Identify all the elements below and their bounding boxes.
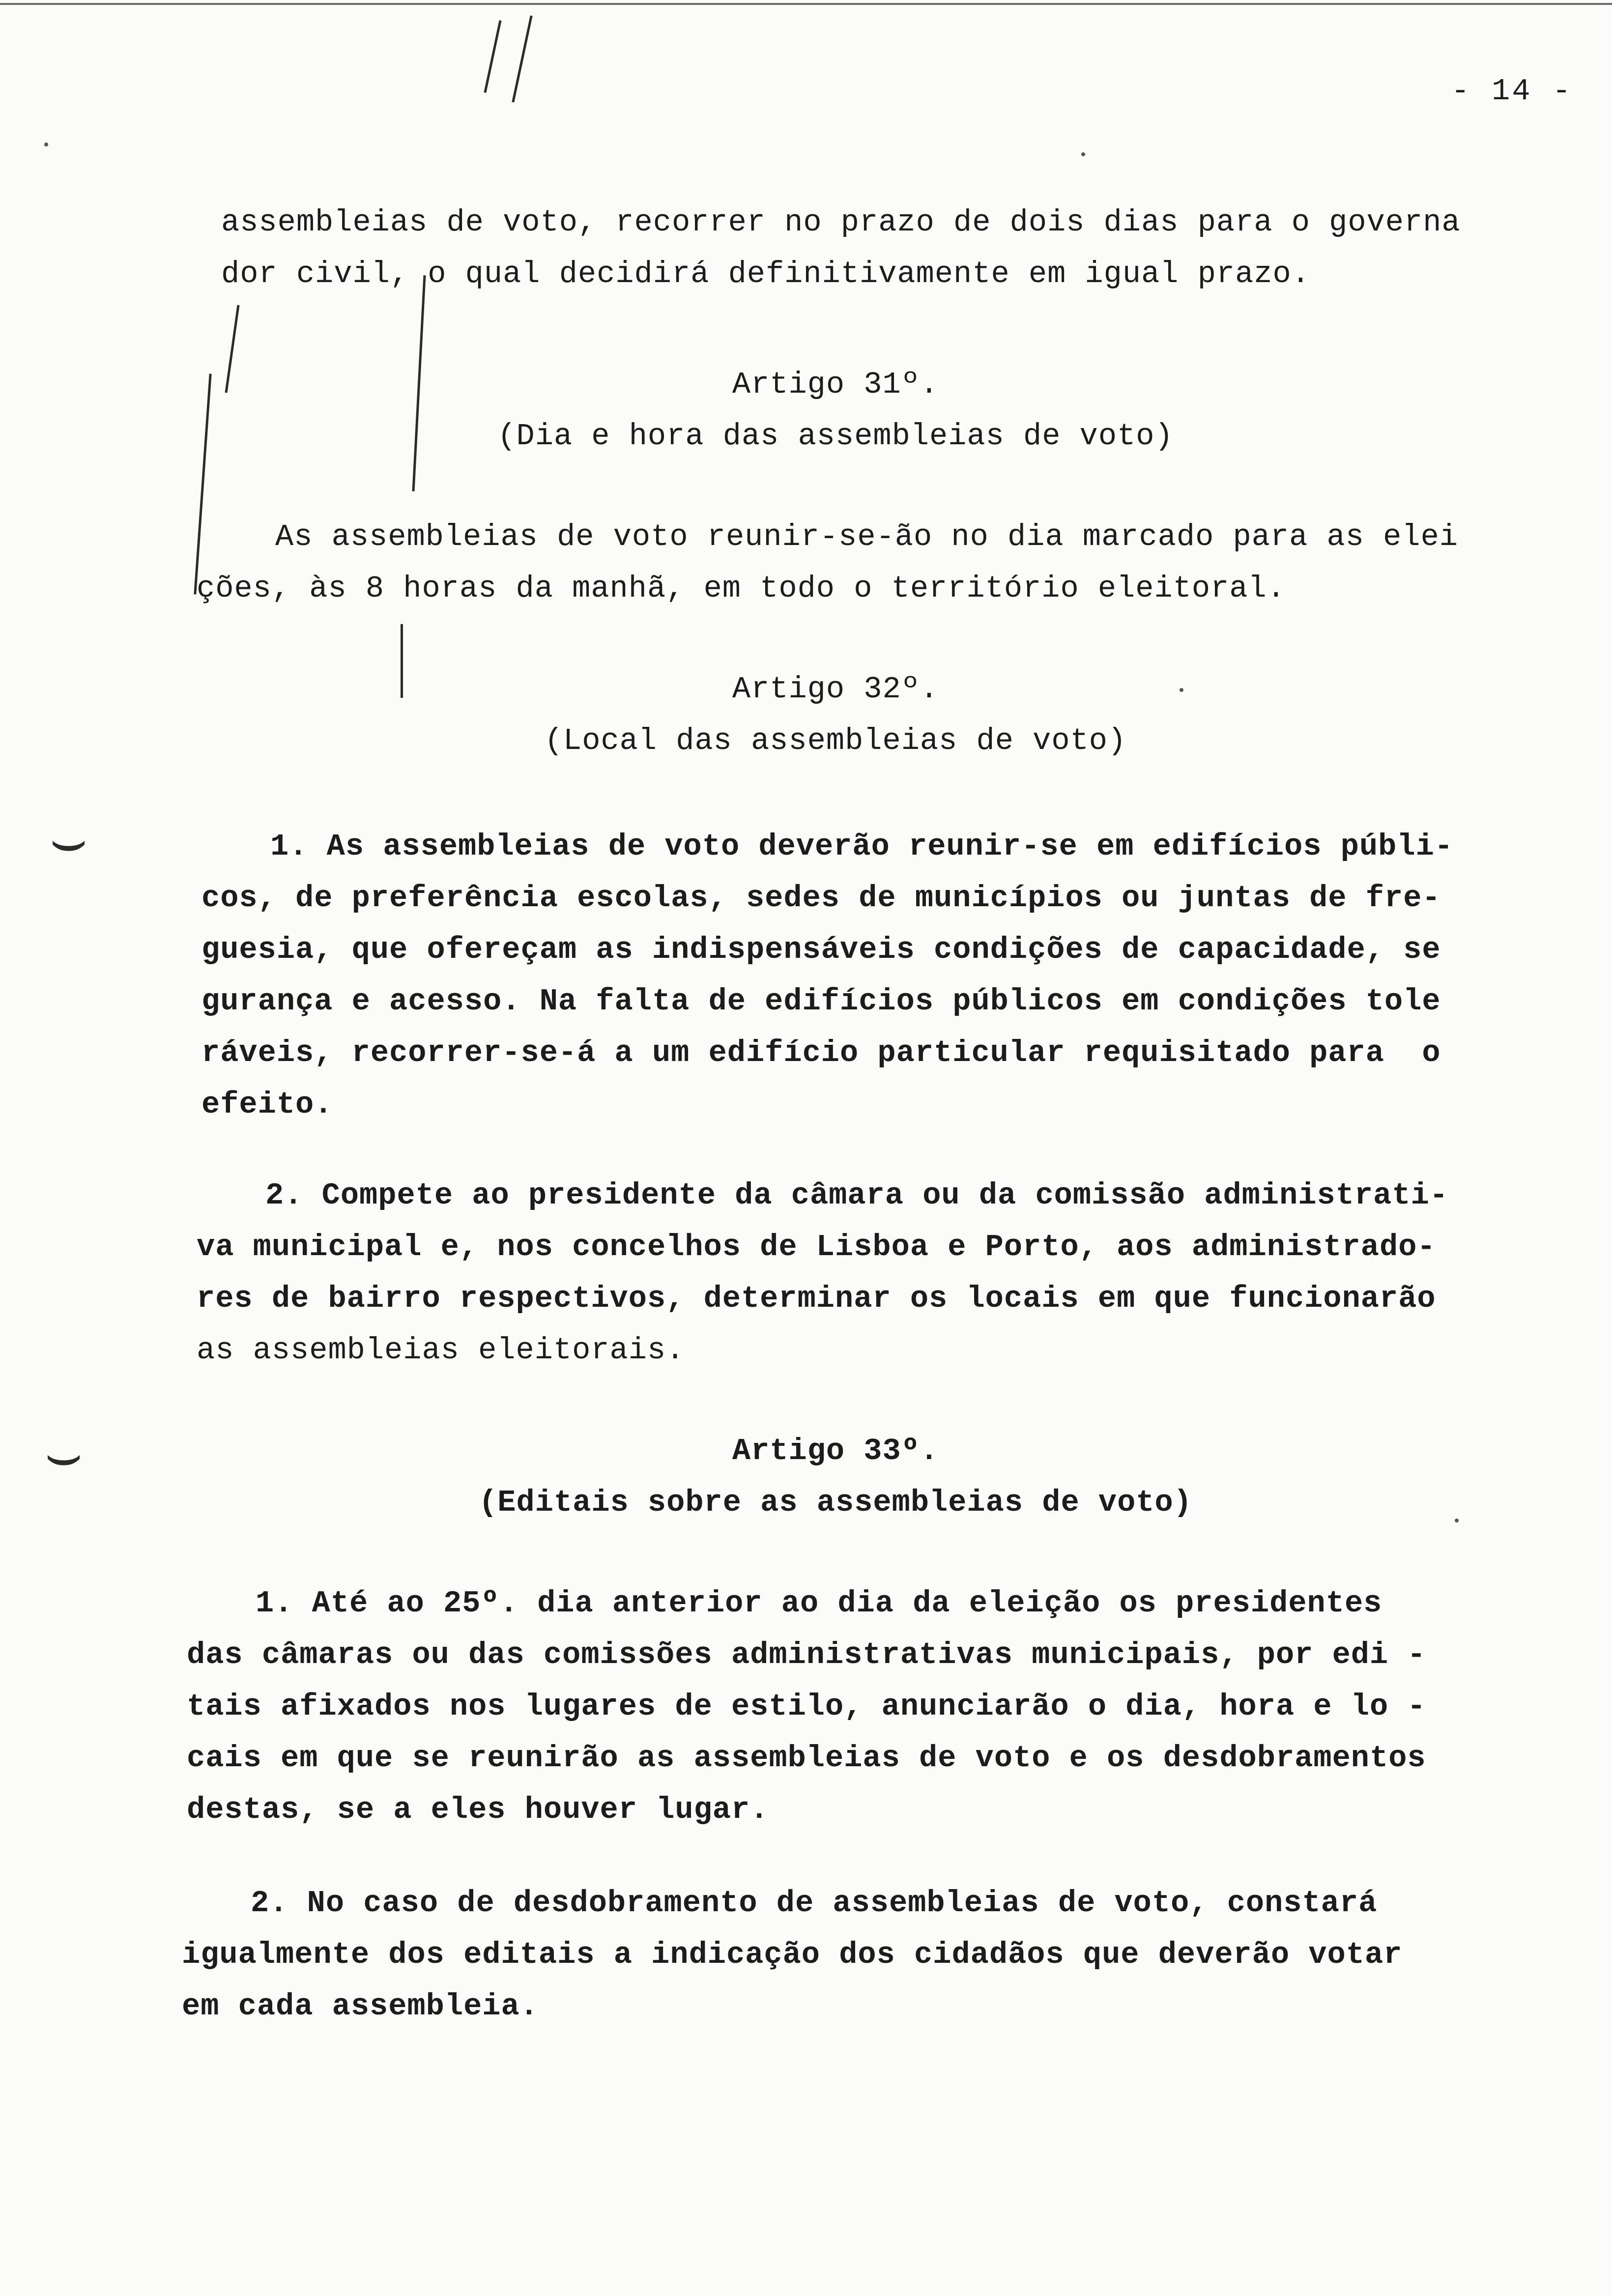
text-line: 1. Até ao 25º. dia anterior ao dia da eleição os presidentes [256, 1586, 1382, 1621]
article-subtitle: (Editais sobre as assembleias de voto) [479, 1485, 1192, 1520]
page-number: - 14 - [1451, 74, 1573, 109]
article-32-paragraph-2 [197, 1170, 1573, 1376]
top-border-line [0, 3, 1612, 5]
text-line: tais afixados nos lugares de estilo, anunciarão o dia, hora e lo - [187, 1689, 1426, 1724]
scan-speck [44, 143, 48, 146]
text-line: ções, às 8 horas da manhã, em todo o território eleitoral. [197, 571, 1286, 606]
article-subtitle: (Local das assembleias de voto) [544, 723, 1127, 758]
text-line: guesia, que ofereçam as indispensáveis condições de capacidade, se [202, 932, 1441, 967]
text-line: ráveis, recorrer-se-á a um edifício particular requisitado para o [202, 1035, 1441, 1070]
text-line: efeito. [202, 1087, 333, 1122]
margin-check-mark: ⌣ [44, 1420, 83, 1489]
text-line: 2. Compete ao presidente da câmara ou da comissão administrati- [265, 1178, 1448, 1213]
text-line: va municipal e, nos concelhos de Lisboa e Porto, aos administrado- [197, 1230, 1436, 1264]
article-heading: Artigo 32º. [732, 672, 939, 707]
pen-mark [484, 20, 501, 93]
text-line: As assembleias de voto reunir-se-ão no dia marcado para as elei [275, 519, 1458, 554]
text-line: das câmaras ou das comissões administrativas municipais, por edi - [187, 1637, 1426, 1672]
pen-mark [512, 15, 532, 102]
margin-check-mark: ⌣ [49, 806, 88, 874]
text-line: cais em que se reunirão as assembleias de voto e os desdobramentos [187, 1741, 1426, 1776]
continuation-paragraph [221, 197, 1597, 300]
text-line: 2. No caso de desdobramento de assembleias de voto, constará [251, 1886, 1378, 1921]
article-33 [197, 1425, 1474, 1528]
text-line: 1. As assembleias de voto deverão reunir-se em edifícios públi- [270, 829, 1453, 864]
article-heading: Artigo 33º. [732, 1434, 939, 1468]
article-32-paragraph-1 [202, 821, 1578, 1130]
text-line: res de bairro respectivos, determinar os locais em que funcionarão [197, 1281, 1436, 1316]
text-line: gurança e acesso. Na falta de edifícios públicos em condições tole [202, 984, 1441, 1019]
article-31-paragraph [197, 511, 1573, 614]
article-33-paragraph-1 [187, 1578, 1563, 1836]
text-line: cos, de preferência escolas, sedes de municípios ou juntas de fre- [202, 881, 1441, 916]
article-32 [197, 663, 1474, 767]
text-line: dor civil, o qual decidirá definitivamente em igual prazo. [221, 257, 1310, 291]
text-line: igualmente dos editais a indicação dos cidadãos que deverão votar [182, 1937, 1403, 1972]
text-line: destas, se a eles houver lugar. [187, 1792, 769, 1827]
article-subtitle: (Dia e hora das assembleias de voto) [497, 419, 1174, 454]
article-33-paragraph-2 [182, 1877, 1558, 2032]
scan-speck [1081, 152, 1085, 156]
text-line: as assembleias eleitorais. [197, 1333, 685, 1368]
article-31 [197, 359, 1474, 462]
article-heading: Artigo 31º. [732, 367, 939, 402]
text-line: assembleias de voto, recorrer no prazo de dois dias para o governa [221, 205, 1461, 240]
text-line: em cada assembleia. [182, 1989, 539, 2024]
